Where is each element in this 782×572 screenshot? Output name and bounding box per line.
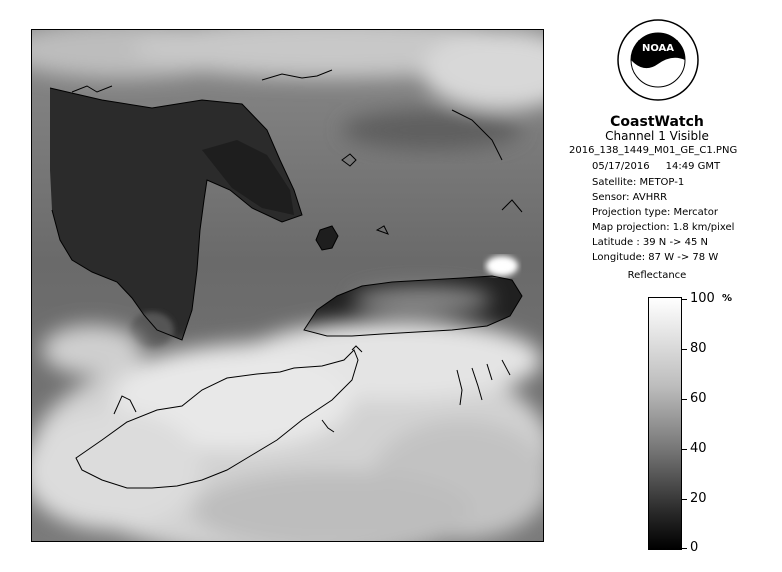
filename: 2016_138_1449_M01_GE_C1.PNG [569, 145, 738, 156]
tick-0 [682, 548, 687, 549]
tick-100 [682, 299, 687, 300]
sensor: Sensor: AVHRR [592, 192, 668, 203]
map-projection: Map projection: 1.8 km/pixel [592, 222, 735, 233]
tick-40 [682, 449, 687, 450]
tick-label: 40 [690, 441, 707, 456]
tick-label: 60 [690, 391, 707, 406]
longitude-range: Longitude: 87 W -> 78 W [592, 252, 719, 263]
app-title: CoastWatch [610, 114, 704, 130]
channel-label: Channel 1 Visible [605, 129, 709, 143]
date-time [592, 161, 720, 173]
reflectance-colorbar [648, 297, 682, 550]
date: 05/17/2016 [592, 161, 650, 172]
time: 14:49 GMT [665, 161, 721, 172]
satellite-image [32, 30, 544, 542]
noaa-logo [616, 18, 700, 102]
satellite-map [31, 29, 544, 542]
logo-text: NOAA [641, 43, 675, 54]
tick-60 [682, 399, 687, 400]
bright-cloud [486, 256, 518, 276]
tick-20 [682, 499, 687, 500]
tick-label: 0 [690, 540, 699, 555]
tick-label: 80 [690, 341, 707, 356]
tick-label: 100 [690, 291, 715, 306]
satellite: Satellite: METOP-1 [592, 177, 685, 188]
latitude-range: Latitude : 39 N -> 45 N [592, 237, 708, 248]
tick-80 [682, 349, 687, 350]
noaa-emblem [616, 18, 700, 102]
legend-title: Reflectance [627, 270, 687, 281]
tick-label: 20 [690, 491, 707, 506]
legend-unit: % [722, 293, 733, 304]
projection-type: Projection type: Mercator [592, 207, 718, 218]
